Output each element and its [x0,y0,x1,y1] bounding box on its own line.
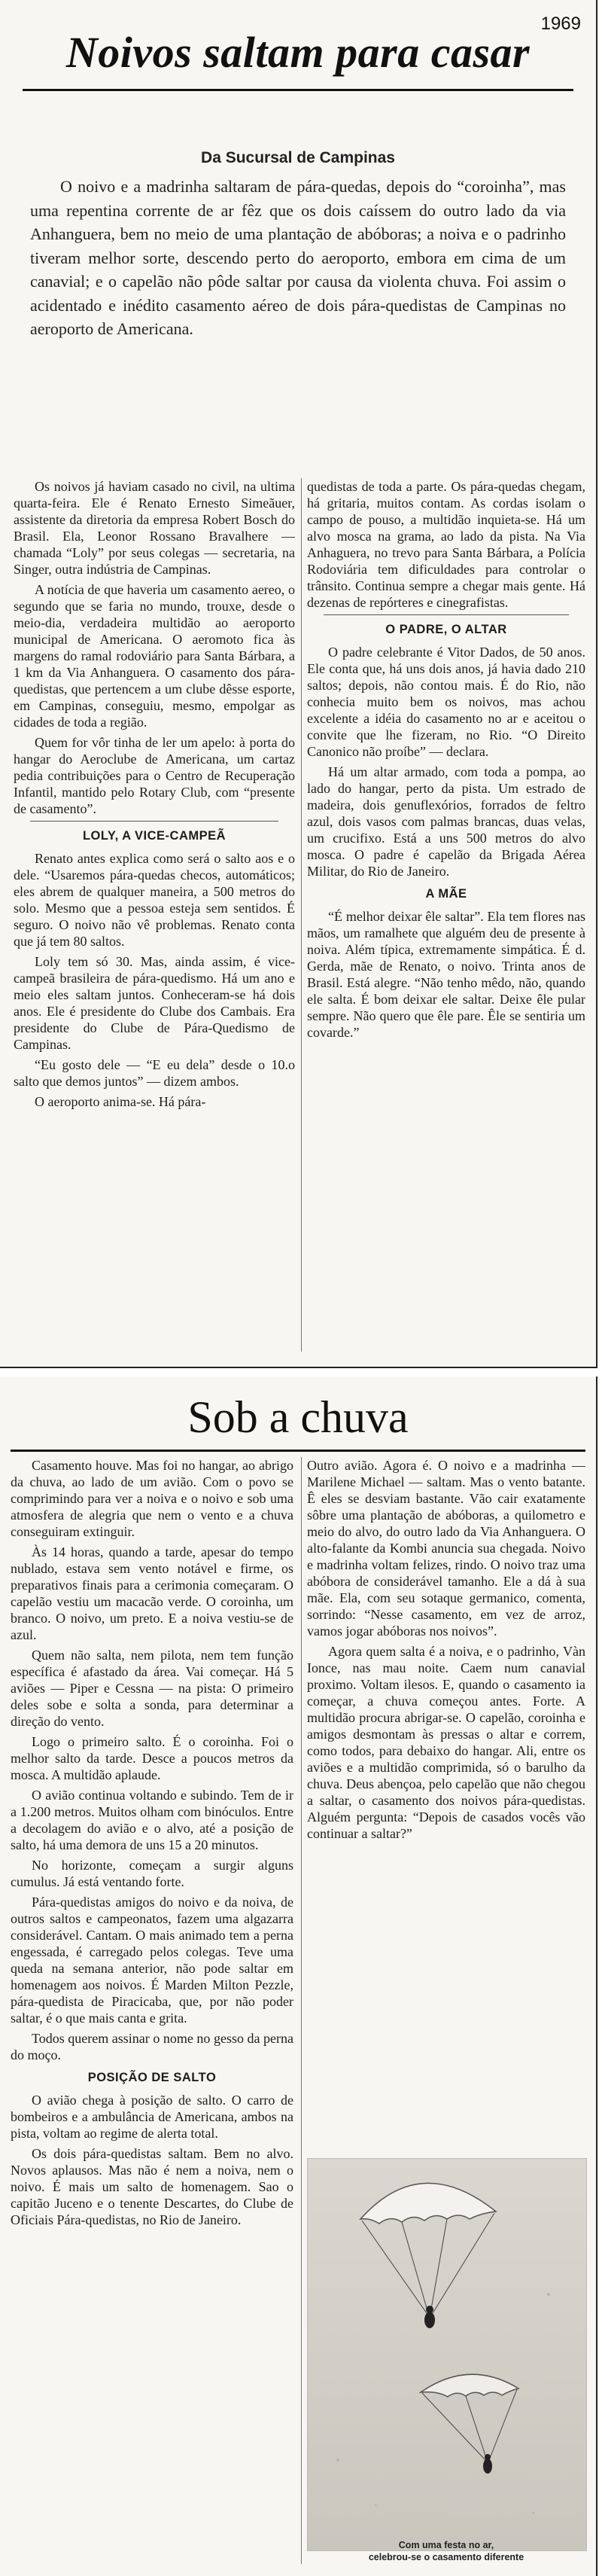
article-column-2 [307,1457,585,2154]
paragraph: O padre celebrante é Vitor Dados, de 50 anos. Ele conta que, há uns dois anos, já havia dado 210 saltos; depois, não contou mais. É do Rio, não conhecia muito bem os noivos, mas achou excelente a idéia do casamento no ar e aceitou o convite que lhe fizeram, no Rio. “O Direito Canonico não proíbe” — declara. [307,645,585,759]
subhead-rule [324,614,569,615]
caption-line: Com uma festa no ar, [398,2540,494,2550]
paragraph: Pára-quedistas amigos do noivo e da noiva, de outros saltos e campeonatos, fazem uma algazarra considerável. Cantam. O mais animado tem a perna engessada, é carregado pelos colegas. Teve uma queda na semana anterior, não pode saltar em homenagem aos noivos. É Marden Milton Pezzle, pára-quedista de Piracicaba, que, por não poder saltar, é o que mais canta e grita. [11,1895,293,2026]
subhead-rule [30,821,278,822]
headline: Noivos saltam para casar [65,28,531,77]
article-column-1 [14,478,295,1355]
paragraph: O aeroporto anima-se. Há pára- [35,1094,206,1109]
year-label: 1969 [540,14,581,34]
paragraph: Logo o primeiro salto. É o coroinha. Foi o melhor salto da tarde. Desce a poucos metros da mosca. A multidão aplaude. [11,1734,293,1782]
paragraph: Loly tem só 30. Mas, ainda assim, é vice-campeã brasileira de pára-quedismo. Há um ano e meio eles saltam juntos. Conheceram-se há dois anos. Ele é presidente do Clube dos Cambais. Era presidente do Clube de Pára-Quedismo de Campinas. [14,954,295,1052]
subheading: O PADRE, O ALTAR [385,623,507,636]
subheading: POSIÇÃO DE SALTO [87,2071,217,2084]
byline: Da Sucursal de Campinas [201,149,395,166]
paragraph: “Eu gosto dele — “E eu dela” desde o 10.o salto que demos juntos” — dizem ambos. [14,1057,295,1089]
paragraph: Os dois pára-quedistas saltam. Bem no alvo. Novos aplausos. Mas não é nem a noiva, nem o noivo. É mais um salto de homenagem. Sao o capitão Juceno e o tenente Descartes, do Clube de Oficiais Pára-quedistas, no Rio de Janeiro. [11,2146,293,2227]
paragraph: Todos querem assinar o nome no gesso da perna do moço. [11,2031,293,2062]
paragraph: No horizonte, começam a surgir alguns cumulus. Já está ventando forte. [11,1858,293,1889]
subheading: A MÃE [425,887,467,901]
parachutists-illustration [308,2159,586,2550]
paragraph: quedistas de toda a parte. Os pára-quedas chegam, há gritaria, muitos contam. As cordas isolam o campo de pouso, a multidão inquieta-se. Há um alvo mosca na grama, ao lado da pista. Na Via Anhaguera, no trevo para Santa Bárbara, a Polícia Rodoviária tem dificuldades para controlar o trânsito. Continua sempre a chegar mais gente. Há dezenas de repórteres e cinegrafistas. [307,479,585,610]
photo-caption [307,2539,585,2563]
headline-rule [11,1450,585,1452]
paragraph: Às 14 horas, quando a tarde, apesar do tempo nublado, estava sem vento notável e firme, os preparativos finais para a cerimonia começaram. O capelão vestiu um macacão verde. O coroinha, um branco. O noivo, um preto. E a noiva vestiu-se de azul. [11,1544,293,1642]
paragraph: A notícia de que haveria um casamento aereo, o segundo que se faria no mundo, trouxe, desde o meio-dia, verdadeira multidão ao aeroporto municipal de Americana. O aeromoto fica às margens do ramal rodoviário para Santa Bárbara, a 1 km da Via Anhanguera. O casamento dos pára-quedistas, que pertencem a um clube dêsse esporte, em Campinas, conseguiu, mesmo, empolgar as cidades de toda a região. [14,582,295,730]
subheading: LOLY, A VICE-CAMPEÃ [82,829,227,843]
paragraph: Os noivos já haviam casado no civil, na ultima quarta-feira. Ele é Renato Ernesto Simeãuer, assistente da diretoria da empresa Robert Bosch do Brasil. Ela, Leonor Rossano Bravalhere — chamada “Loly” por seus colegas — secretaria, na Singer, outra indústria de Campinas. [14,479,295,577]
parachute-photo [307,2158,587,2551]
article-column-2 [307,478,585,1355]
column-divider [301,1457,302,2564]
column-divider [301,478,302,1352]
headline-rule [23,89,573,91]
paragraph: Renato antes explica como será o salto aos e o dele. “Usaremos pára-quedas checos, automáticos; eles abrem de qualquer maneira, a 500 metros do solo. Mesmo que a pessoa esteja sem sentidos. É seguro. O noivo não vê problemas. Renato conta que já tem 80 saltos. [14,851,295,949]
paragraph: Agora quem salta é a noiva, e o padrinho, Vàn Ionce, nas mau noite. Caem num canavial proximo. Voltam ilesos. E, quando o casamento ia começar, a chuva começou antes. Forte. A multidão procura abrigar-se. O capelão, coroinha e amigos desmontam às pressas o altar e correm, como todos, para debaixo do hangar. Ali, entre os aviões e a multidão comprimida, só o barulho da chuva. Deus abençoa, pelo capelão que não chegou a saltar, o casamento dos noivos pára-quedistas. Alguém pergunta: “Depois de casados vocês vão continuar a saltar?” [307,1644,585,1841]
paragraph: Casamento houve. Mas foi no hangar, ao abrigo da chuva, ao lado de um avião. Com o povo se comprimindo para ver a noiva e o noivo e sob uma atmosfera de alegria que nem o vento e a chuva conseguiram extinguir. [11,1458,293,1539]
paragraph: Há um altar armado, com toda a pompa, ao lado do hangar, perto da pista. Um estrado de madeira, dois genuflexórios, forrados de feltro azul, dois vasos com palmas brancas, duas velas, um crucifixo. Está a uns 500 metros do alvo mosca. O padre é capelão da Brigada Aérea Militar, do Rio de Janeiro. [307,764,585,879]
paragraph: “É melhor deixar êle saltar”. Ela tem flores nas mãos, um ramalhete que alguém deu de presente à noiva. Além típica, extremamente simpática. É d. Gerda, mãe de Renato, o noivo. Trinta anos de Brasil. Está alegre. “Não tenho mêdo, não, quando ele salta. É bom deixar ele saltar. Deixe êle pular sempre. Não quero que êle pare. Êle se sentiria um covarde.” [307,909,585,1040]
paragraph: Outro avião. Agora é. O noivo e a madrinha — Marilene Michael — saltam. Mas o vento batante. Ê eles se desviam bastante. Vão cair exatamente sôbre uma plantação de abóboras, a quilometro e meio do alvo, do outro lado da Via Anhanguera. O alto-falante da Kombi anuncia sua chegada. Noivo e madrinha voltam felizes, rindo. O noivo traz uma abóbora de considerável tamanho. Ele a dá à sua mãe. Ela, com seu sotaque germanico, comenta, sorrindo: “Nesse casamento, em vez de arroz, vamos jogar abóboras nos noivos”. [307,1458,585,1639]
article-column-1 [11,1457,293,2571]
paragraph: Quem for vôr tinha de ler um apelo: à porta do hangar do Aeroclube de Americana, um cartaz pedia contribuições para o Centro de Recuperação Infantil, mantido pelo Rotary Club, com “presente de casamento”. [14,735,295,816]
caption-line: celebrou-se o casamento diferente [368,2552,524,2562]
headline: Sob a chuva [187,1392,409,1442]
paragraph: O avião chega à posição de salto. O carro de bombeiros e a ambulância de Americana, ambos na pista, voltam ao regime de alerta total. [11,2093,293,2141]
paragraph: O avião continua voltando e subindo. Tem de ir a 1.200 metros. Muitos olham com binóculos. Entre a decolagem do avião e o alvo, até a posição de salto, há uma demora de uns 15 a 20 minutos. [11,1788,293,1852]
paragraph: Quem não salta, nem pilota, nem tem função específica é afastado da área. Vai começar. Há 5 aviões — Piper e Cessna — na pista: O primeiro deles sobe e solta a sonda, para determinar a direção do vento. [11,1648,293,1729]
lede-paragraph: O noivo e a madrinha saltaram de pára-quedas, depois do “coroinha”, mas uma repentina corrente de ar fêz que os dois caíssem do outro lado da via Anhanguera, bem no meio de uma plantação de abóboras; a noiva e o padrinho tiveram melhor sorte, descendo perto do aeroporto, embora em cima de um canavial; e o capelão não pôde saltar por causa da violenta chuva. Foi assim o acidentado e inédito casamento aéreo de dois pára-quedistas de Campinas no aeroporto de Americana. [30,177,566,338]
